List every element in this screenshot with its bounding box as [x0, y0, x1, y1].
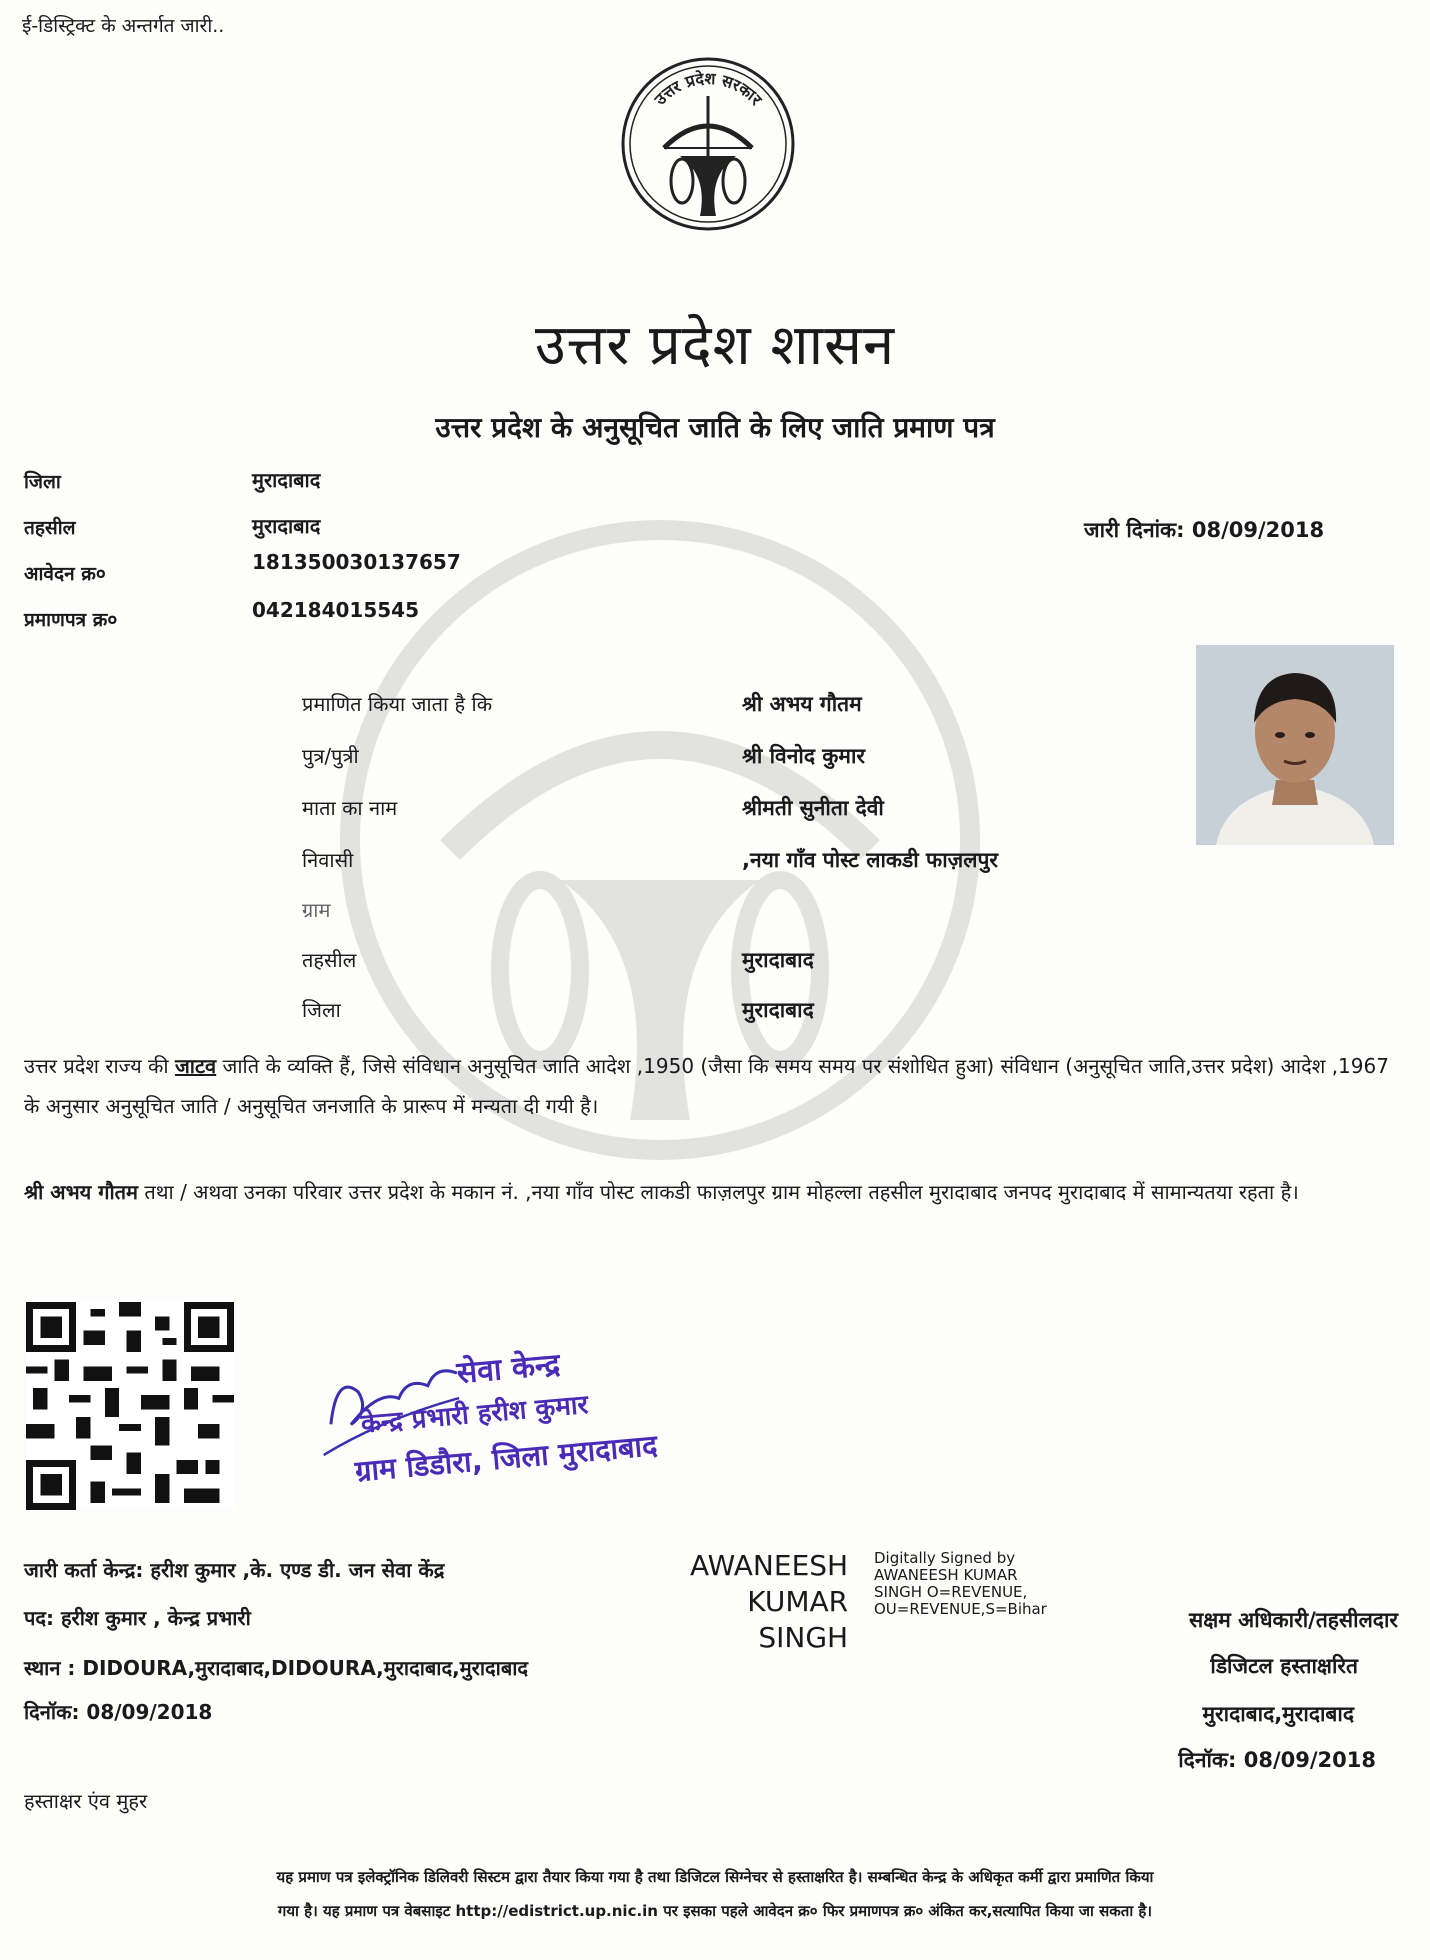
- caste-paragraph: उत्तर प्रदेश राज्य की जाटव जाति के व्यक्ति हैं, जिसे संविधान अनुसूचित जाति आदेश ,1950 (जैसा कि समय समय पर संशोधित हुआ) संविधान (अनुसूचित जाति,उत्तर प्रदेश) आदेश ,1967 के अनुसार अनुसूचित जाति / अनुसूचित जनजाति के प्रारूप में मन्यता दी गयी है।: [24, 1054, 1389, 1118]
- certificate-number-label: प्रमाणपत्र क्र०: [24, 609, 118, 631]
- caste-name: जाटव: [174, 1054, 217, 1078]
- issue-date: जारी दिनांक: 08/09/2018: [1084, 518, 1325, 542]
- residence-value: ,नया गाँव पोस्ट लाकडी फाज़लपुर: [742, 848, 998, 872]
- application-number-label: आवेदन क्र०: [24, 563, 106, 585]
- certify-label-0: प्रमाणित किया जाता है कि: [302, 692, 493, 716]
- up-emblem: [620, 56, 796, 232]
- issuer-place: स्थान : DIDOURA,मुरादाबाद,DIDOURA,मुरादाबाद,मुरादाबाद: [24, 1656, 529, 1680]
- verification-qr-code[interactable]: [26, 1302, 234, 1510]
- applicant-photo: [1196, 645, 1394, 845]
- district-value: मुरादाबाद: [252, 468, 321, 492]
- certify-label-6: जिला: [302, 998, 341, 1022]
- disclaimer: यह प्रमाण पत्र इलेक्ट्रॉनिक डिलिवरी सिस्टम द्वारा तैयार किया गया है तथा डिजिटल सिग्नेचर से हस्ताक्षरित है। सम्बन्धित केन्द्र के अधिकृत कर्मी द्वारा प्रमाणित किया गया है। यह प्रमाण पत्र वेबसाइट http://edistrict.up.nic.in पर इसका पहले आवेदन क्र० फिर प्रमाणपत्र क्र० अंकित कर,सत्यापित किया जा सकता है।: [276, 1868, 1154, 1920]
- issuing-center: जारी कर्ता केन्द्र: हरीश कुमार ,के. एण्ड डी. जन सेवा केंद्र: [24, 1558, 445, 1582]
- residence-paragraph: श्री अभय गौतम तथा / अथवा उनका परिवार उत्तर प्रदेश के मकान नं. ,नया गाँव पोस्ट लाकडी फाज़लपुर ग्राम मोहल्ला तहसील मुरादाबाद जनपद मुरादाबाद में सामान्यतया रहता है।: [24, 1180, 1299, 1204]
- page-title: उत्तर प्रदेश शासन: [534, 313, 896, 378]
- certify-label-5: तहसील: [302, 948, 357, 972]
- signature-seal-label: हस्ताक्षर एंव मुहर: [24, 1789, 148, 1813]
- authority-title: सक्षम अधिकारी/तहसीलदार: [1189, 1608, 1398, 1632]
- authority-date: दिनॉक: 08/09/2018: [1178, 1748, 1376, 1772]
- tehsil-cert-value: मुरादाबाद: [742, 948, 814, 972]
- issuer-date: दिनॉक: 08/09/2018: [24, 1700, 213, 1724]
- certify-label-2: माता का नाम: [302, 796, 398, 820]
- svg-text:उत्तर प्रदेश सरकार: उत्तर प्रदेश सरकार: [650, 68, 766, 109]
- district-cert-value: मुरादाबाद: [742, 998, 814, 1022]
- authority-digital: डिजिटल हस्ताक्षरित: [1210, 1654, 1358, 1678]
- digital-signature-details: Digitally Signed by AWANEESH KUMAR SINGH O=REVENUE, OU=REVENUE,S=Bihar: [874, 1549, 1047, 1618]
- father-name: श्री विनोद कुमार: [742, 744, 866, 768]
- applicant-name: श्री अभय गौतम: [742, 692, 862, 716]
- seva-kendra-stamp: सेवा केन्द्र केन्द्र प्रभारी हरीश कुमार ग्राम डिडौरा, जिला मुरादाबाद: [316, 1337, 628, 1479]
- resident-name: श्री अभय गौतम: [24, 1180, 139, 1204]
- issuer-post: पद: हरीश कुमार , केन्द्र प्रभारी: [24, 1606, 251, 1630]
- certificate-subtitle: उत्तर प्रदेश के अनुसूचित जाति के लिए जाति प्रमाण पत्र: [435, 411, 995, 444]
- mother-name: श्रीमती सुनीता देवी: [742, 796, 884, 820]
- district-label: जिला: [24, 471, 61, 493]
- tehsil-label: तहसील: [24, 517, 76, 539]
- certify-label-1: पुत्र/पुत्री: [302, 744, 359, 768]
- e-district-note: ई-डिस्ट्रिक्ट के अन्तर्गत जारी..: [22, 15, 225, 37]
- certify-label-4: ग्राम: [302, 898, 331, 922]
- certificate-number-value: 042184015545: [252, 598, 419, 622]
- digital-signer-name: AWANEESH KUMAR SINGH: [690, 1549, 849, 1654]
- authority-location: मुरादाबाद,मुरादाबाद: [1202, 1702, 1354, 1726]
- tehsil-value: मुरादाबाद: [252, 514, 321, 538]
- certify-label-3: निवासी: [302, 848, 354, 872]
- application-number-value: 181350030137657: [252, 550, 461, 574]
